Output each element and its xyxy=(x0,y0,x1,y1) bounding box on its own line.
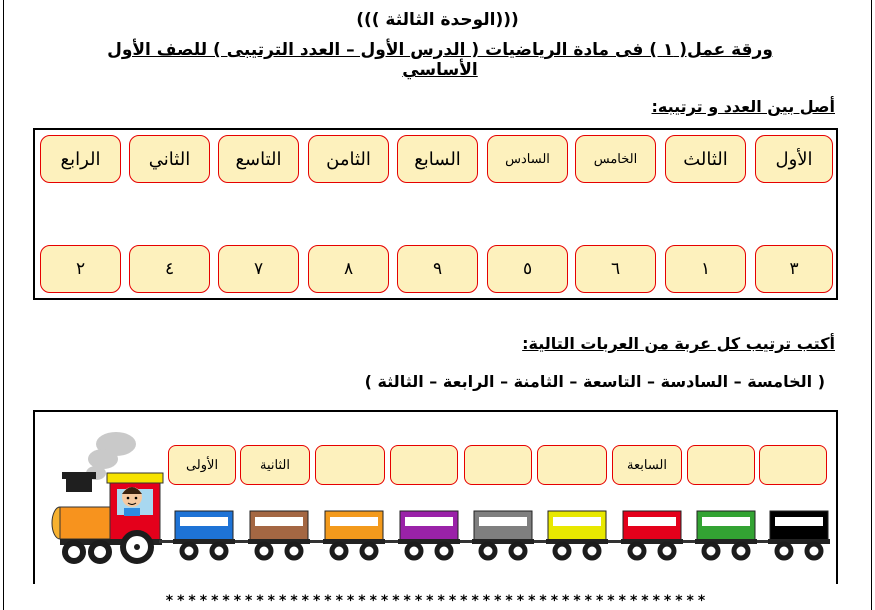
ordinal-cell[interactable]: التاسع xyxy=(218,135,299,183)
train-wagon xyxy=(458,511,534,558)
train-wagon xyxy=(384,511,460,558)
unit-title: ((( الوحدة الثالثة))) xyxy=(356,10,519,30)
ordinal-cell[interactable]: الأول xyxy=(755,135,833,183)
wagon-label[interactable] xyxy=(759,445,827,485)
wagon-label[interactable] xyxy=(464,445,532,485)
wagon-label[interactable] xyxy=(390,445,458,485)
ordinal-cell[interactable]: الثاني xyxy=(129,135,210,183)
train-wagon xyxy=(309,511,385,558)
number-cell[interactable]: ١ xyxy=(665,245,746,293)
number-cell[interactable]: ٢ xyxy=(40,245,121,293)
wagon-label[interactable] xyxy=(687,445,755,485)
ordinal-cell[interactable]: السادس xyxy=(487,135,568,183)
train-wagon xyxy=(532,511,608,558)
train-wagon xyxy=(681,511,757,558)
number-cell[interactable]: ٤ xyxy=(129,245,210,293)
wagon-group xyxy=(159,511,830,558)
ordinal-cell[interactable]: السابع xyxy=(397,135,478,183)
wagon-label[interactable] xyxy=(315,445,385,485)
number-cell[interactable]: ٧ xyxy=(218,245,299,293)
train-wagon xyxy=(607,511,683,558)
ordinal-cell[interactable]: الخامس xyxy=(575,135,656,183)
word-bank: ( الخامسة – السادسة – التاسعة – الثامنة – الرابعة – الثالثة ) xyxy=(364,372,825,391)
wagon-label[interactable] xyxy=(537,445,607,485)
footer-stars: ************************************************ xyxy=(165,593,710,609)
worksheet-title: ورقة عمل( ١ ) فى مادة الرياضيات ( الدرس الأول – العدد الترتيبى ) للصف الأول الأساسي xyxy=(107,40,773,80)
exercise2-instruction: أكتب ترتيب كل عربة من العربات التالية: xyxy=(522,334,835,353)
number-cell[interactable]: ٣ xyxy=(755,245,833,293)
train-wagon xyxy=(159,511,235,558)
number-cell[interactable]: ٦ xyxy=(575,245,656,293)
wagon-label[interactable]: السابعة xyxy=(612,445,682,485)
number-cell[interactable]: ٥ xyxy=(487,245,568,293)
exercise1-instruction: أصل بين العدد و ترتيبه: xyxy=(651,97,835,116)
train-wagon xyxy=(234,511,310,558)
train-wagon xyxy=(754,511,830,558)
ordinal-cell[interactable]: الثالث xyxy=(665,135,746,183)
ordinal-cell[interactable]: الرابع xyxy=(40,135,121,183)
wagon-label[interactable]: الثانية xyxy=(240,445,310,485)
locomotive xyxy=(52,472,163,561)
number-cell[interactable]: ٨ xyxy=(308,245,389,293)
number-cell[interactable]: ٩ xyxy=(397,245,478,293)
wagon-label[interactable]: الأولى xyxy=(168,445,236,485)
ordinal-cell[interactable]: الثامن xyxy=(308,135,389,183)
